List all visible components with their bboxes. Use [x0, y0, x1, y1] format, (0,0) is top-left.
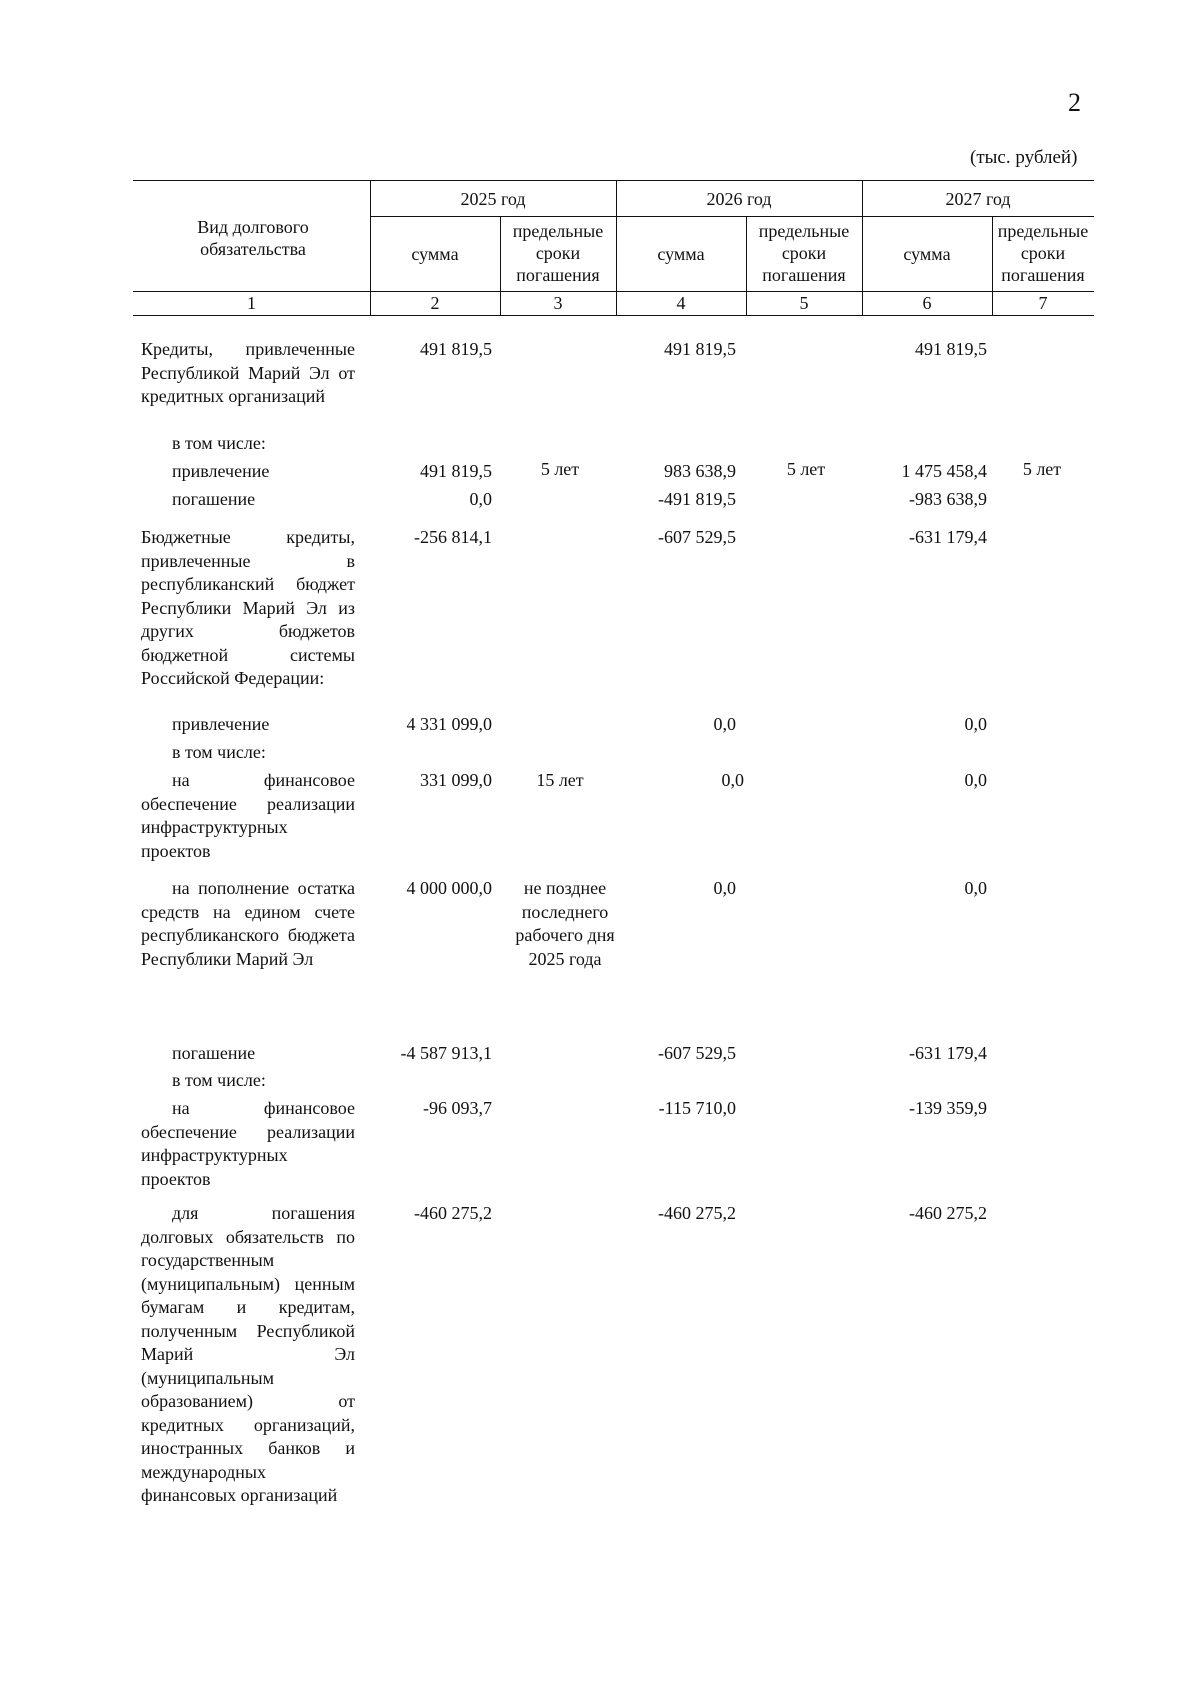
- row-7-sum-2026: 0,0: [721, 770, 744, 790]
- row-0-sum-2027: 491 819,5: [915, 339, 987, 359]
- row-8-sum-2026: 0,0: [713, 878, 736, 898]
- row-4-sum-2025: -256 814,1: [414, 527, 492, 547]
- row-5-sum-2025: 4 331 099,0: [406, 714, 492, 734]
- col-number-7: 7: [1038, 293, 1048, 313]
- row-2-term-2025: 5 лет: [540, 459, 580, 479]
- row-label-attraction: привлечение: [172, 461, 270, 481]
- header-sum-2026: сумма: [657, 244, 705, 264]
- header-year-2026: 2026 год: [706, 189, 772, 209]
- row-7-term-2025: 15 лет: [536, 770, 584, 790]
- row-12-sum-2026: -460 275,2: [658, 1203, 736, 1223]
- row-label-commercial-credits: Кредиты, привлеченные Республикой Марий Эл от кредитных организаций: [141, 339, 355, 406]
- col-number-3: 3: [553, 293, 563, 313]
- row-label-infrastructure-repayment: на финансовое обеспечение реализации инфраструктурных проектов: [141, 1098, 355, 1189]
- col-number-4: 4: [676, 293, 686, 313]
- row-9-sum-2027: -631 179,4: [909, 1043, 987, 1063]
- row-8-sum-2025: 4 000 000,0: [406, 878, 492, 898]
- header-year-2027: 2027 год: [945, 189, 1011, 209]
- row-9-sum-2025: -4 587 913,1: [400, 1043, 492, 1063]
- col-number-2: 2: [430, 293, 440, 313]
- row-8-sum-2027: 0,0: [964, 878, 987, 898]
- row-label-including: в том числе:: [172, 433, 266, 453]
- row-5-sum-2027: 0,0: [964, 714, 987, 734]
- row-label-including: в том числе:: [172, 1070, 266, 1090]
- row-label-including: в том числе:: [172, 742, 266, 762]
- row-12-sum-2027: -460 275,2: [909, 1203, 987, 1223]
- row-9-sum-2026: -607 529,5: [658, 1043, 736, 1063]
- row-12-sum-2025: -460 275,2: [414, 1203, 492, 1223]
- row-label-attraction: привлечение: [172, 714, 270, 734]
- row-7-sum-2027: 0,0: [964, 770, 987, 790]
- row-2-sum-2027: 1 475 458,4: [901, 461, 987, 481]
- header-term-2027: предельные сроки погашения: [997, 221, 1089, 285]
- row-11-sum-2026: -115 710,0: [658, 1098, 736, 1118]
- row-2-sum-2026: 983 638,9: [664, 461, 736, 481]
- row-11-sum-2025: -96 093,7: [423, 1098, 492, 1118]
- row-3-sum-2027: -983 638,9: [909, 489, 987, 509]
- row-2-sum-2025: 491 819,5: [420, 461, 492, 481]
- row-7-sum-2025: 331 099,0: [420, 770, 492, 790]
- header-kind-of-obligation: Вид долгового обязательства: [197, 217, 309, 259]
- header-sum-2027: сумма: [903, 244, 951, 264]
- header-term-2025: предельные сроки погашения: [512, 221, 604, 285]
- row-4-sum-2026: -607 529,5: [658, 527, 736, 547]
- row-label-infrastructure: на финансовое обеспечение реализации инфраструктурных проектов: [141, 770, 355, 861]
- row-2-term-2027: 5 лет: [1022, 459, 1062, 479]
- page-number: 2: [1068, 88, 1081, 117]
- header-sum-2025: сумма: [411, 244, 459, 264]
- row-5-sum-2026: 0,0: [713, 714, 736, 734]
- col-number-5: 5: [799, 293, 809, 313]
- table-header: [133, 180, 1094, 318]
- row-label-budget-credits: Бюджетные кредиты, привлеченные в республиканский бюджет Республики Марий Эл из других бюджетов бюджетной системы Российской Федерации:: [141, 527, 355, 688]
- row-3-sum-2026: -491 819,5: [658, 489, 736, 509]
- row-2-term-2026: 5 лет: [786, 459, 826, 479]
- header-term-2026: предельные сроки погашения: [758, 221, 850, 285]
- row-label-account-replenishment: на пополнение остатка средств на едином счете республиканского бюджета Республики Марий Эл: [141, 878, 355, 969]
- row-11-sum-2027: -139 359,9: [909, 1098, 987, 1118]
- row-8-term-2025: не позднее последнего рабочего дня 2025 года: [515, 878, 615, 969]
- row-4-sum-2027: -631 179,4: [909, 527, 987, 547]
- row-0-sum-2025: 491 819,5: [420, 339, 492, 359]
- header-year-2025: 2025 год: [460, 189, 526, 209]
- row-0-sum-2026: 491 819,5: [664, 339, 736, 359]
- row-label-debt-repayment: для погашения долговых обязательств по государственным (муниципальным) ценным бумагам и кредитам, полученным Республикой Марий Эл (муниципальным образованием) от кредитных организаций, иностранных банков и международных финансовых организаций: [141, 1203, 355, 1505]
- row-label-repayment: погашение: [172, 1043, 256, 1063]
- col-number-1: 1: [247, 293, 256, 313]
- col-number-6: 6: [922, 293, 932, 313]
- row-label-repayment: погашение: [172, 489, 256, 509]
- row-3-sum-2025: 0,0: [469, 489, 492, 509]
- units-note: (тыс. рублей): [970, 147, 1078, 168]
